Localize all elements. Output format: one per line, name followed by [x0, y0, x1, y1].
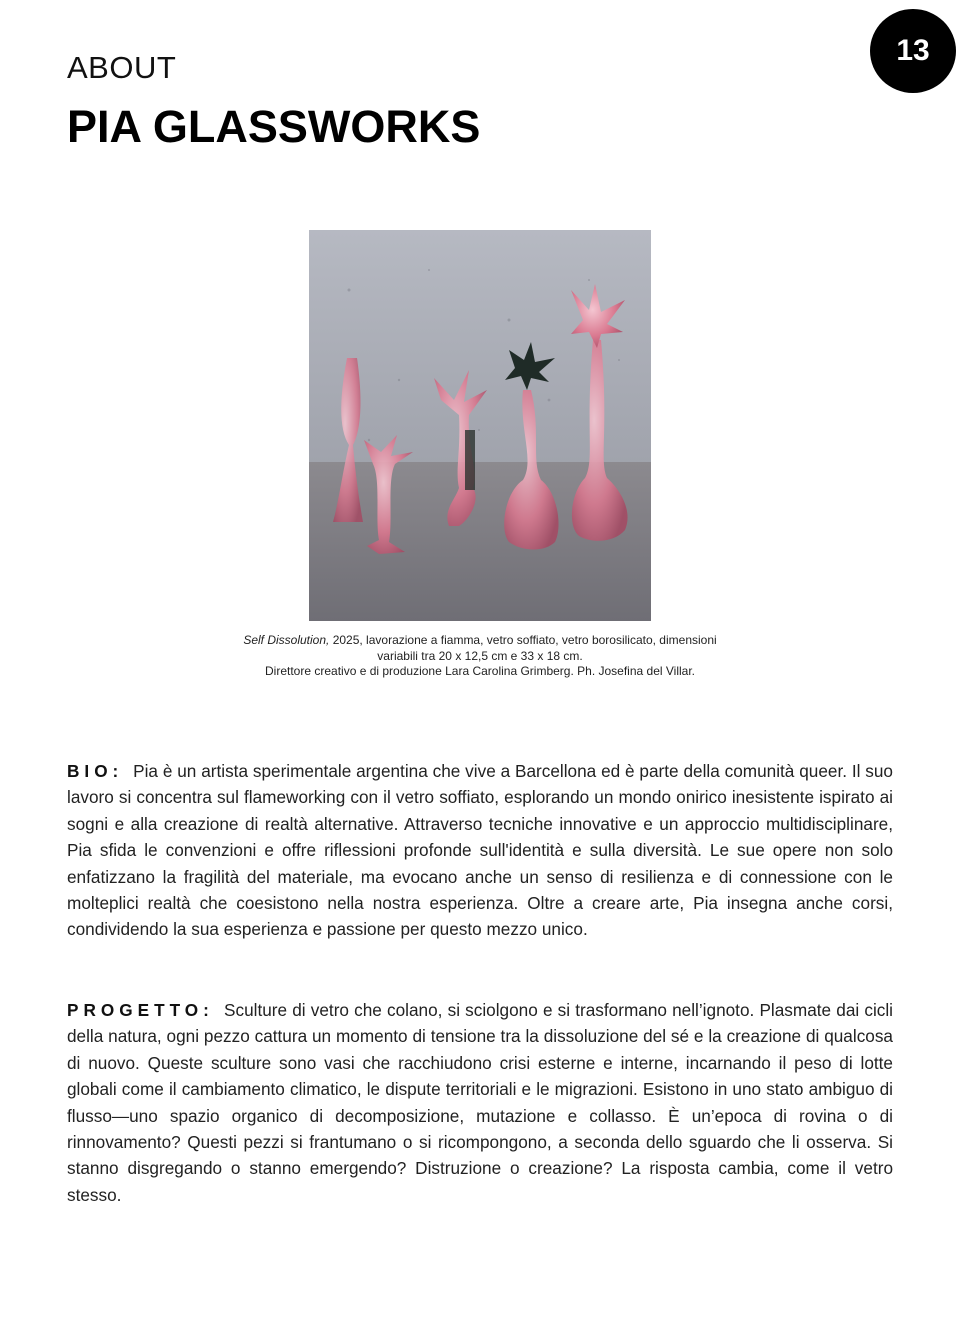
project-label: PROGETTO: [67, 1000, 225, 1020]
caption-line-3: Direttore creativo e di produzione Lara Carolina Grimberg. Ph. Josefina del Villar. [265, 664, 695, 679]
page-number: 13 [896, 34, 930, 67]
photo-caption [180, 633, 780, 680]
bio-label: BIO: [67, 761, 134, 781]
page-number-badge [870, 9, 956, 93]
caption-line-1 [180, 633, 780, 649]
section-kicker: ABOUT [67, 50, 177, 85]
caption-details: 2025, lavorazione a fiamma, vetro soffiato, vetro borosilicato, dimensioni [329, 633, 717, 647]
project-paragraph [67, 997, 893, 1208]
project-text: Sculture di vetro che colano, si sciolgono e si trasformano nell’ignoto. Plasmate dai cicli della natura, ogni pezzo cattura un momento di tensione tra la dissoluzione del sé e la creazione di qualcosa di nuovo. Queste sculture sono vasi che racchiudono crisi esterne e interne, incarnando il peso di lotte globali come il cambiamento climatico, le dispute territoriali e le migrazioni. Esistono in uno stato ambiguo di flusso—uno spazio organico di decomposizione, mutazione e collasso. È un’epoca di rovina o di rinnovamento? Questi pezzi si frantumano o si ricompongono, a seconda dello sguardo che li osserva. Si stanno disgregando o stanno emergendo? Distruzione o creazione? La risposta cambia, come il vetro stesso. [67, 1000, 893, 1205]
artwork-photo [309, 230, 651, 621]
bio-text: Pia è un artista sperimentale argentina che vive a Barcellona ed è parte della comunità queer. Il suo lavoro si concentra sul flameworking con il vetro soffiato, esplorando un mondo onirico inesistente ispirato ai sogni e alla creazione di realtà alternative. Attraverso tecniche innovative e un approccio multidisciplinare, Pia sfida le convenzioni e offre riflessioni profonde sull'identità e sulla diversità. Le sue opere non solo enfatizzano la fragilità del materiale, ma evocano anche un senso di resilienza e di connessione con le molteplici realtà che coesistono nella nostra esperienza. Oltre a creare arte, Pia insegna anche corsi, condividendo la sua esperienza e passione per questo mezzo unico. [67, 761, 893, 940]
caption-work-title: Self Dissolution, [243, 633, 330, 647]
caption-line-2: variabili tra 20 x 12,5 cm e 33 x 18 cm. [377, 648, 583, 663]
bio-paragraph [67, 758, 893, 943]
page-title: PIA GLASSWORKS [67, 101, 481, 152]
